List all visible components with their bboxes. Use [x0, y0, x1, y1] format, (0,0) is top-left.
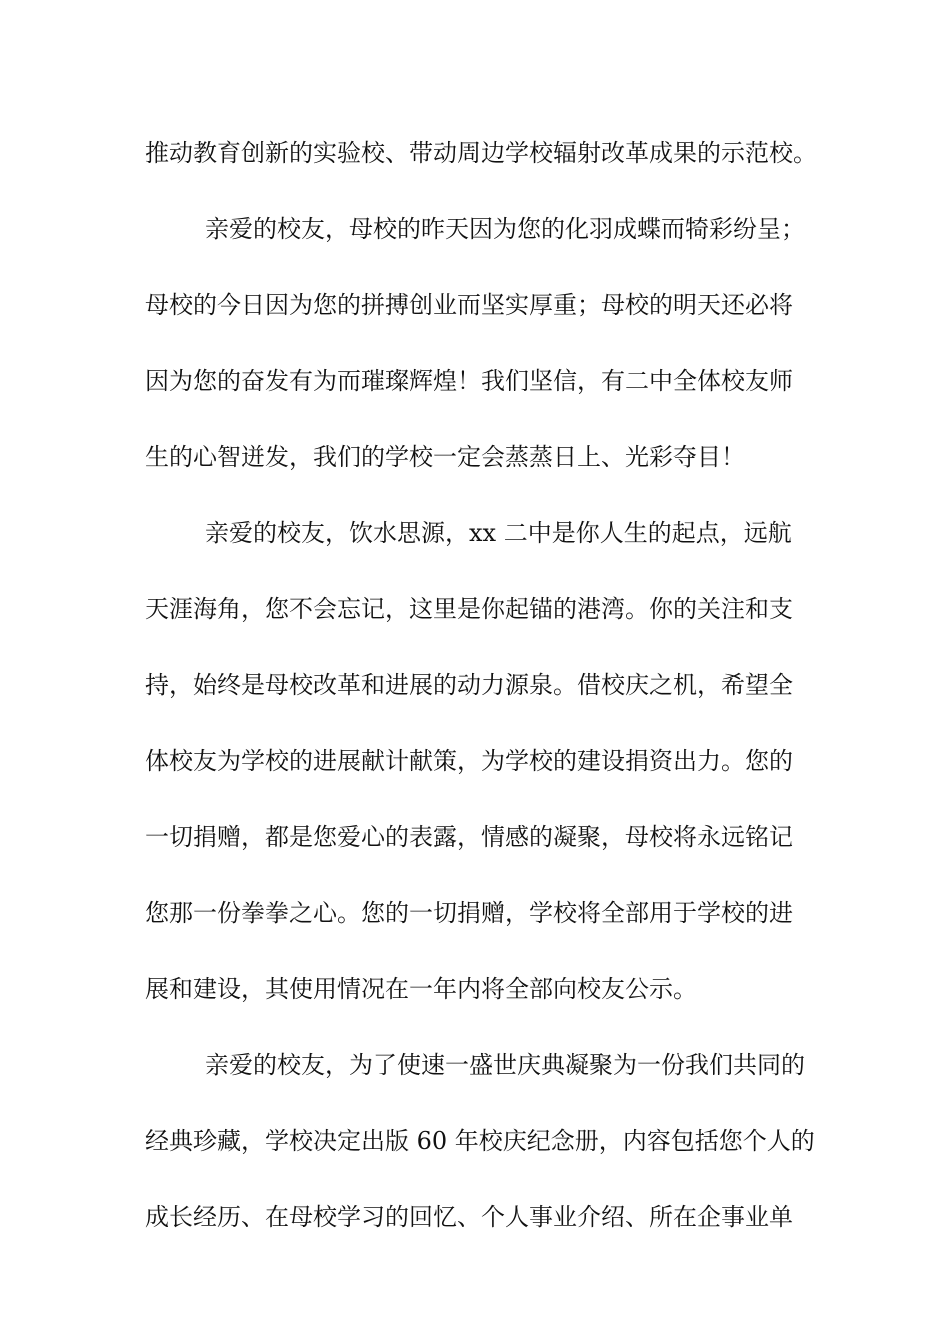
text-line-7: 天涯海角，您不会忘记，这里是你起锚的港湾。你的关注和支	[145, 595, 793, 623]
text-line-2: 亲爱的校友，母校的昨天因为您的化羽成蝶而犄彩纷呈；	[205, 215, 805, 243]
text-line-1: 推动教育创新的实验校、带动周边学校辐射改革成果的示范校。	[145, 139, 817, 167]
text-line-13: 亲爱的校友，为了使速一盛世庆典凝聚为一份我们共同的	[205, 1051, 805, 1079]
text-line-4: 因为您的奋发有为而璀璨辉煌！我们坚信，有二中全体校友师	[145, 367, 793, 395]
text-line-11: 您那一份拳拳之心。您的一切捐赠，学校将全部用于学校的进	[145, 899, 793, 927]
text-line-8: 持，始终是母校改革和进展的动力源泉。借校庆之机，希望全	[145, 671, 793, 699]
text-line-3: 母校的今日因为您的拼搏创业而坚实厚重；母校的明天还必将	[145, 291, 793, 319]
text-line-15: 成长经历、在母校学习的回忆、个人事业介绍、所在企事业单	[145, 1203, 793, 1231]
text-line-10: 一切捐赠，都是您爱心的表露，情感的凝聚，母校将永远铭记	[145, 823, 793, 851]
text-line-14: 经典珍藏，学校决定出版 60 年校庆纪念册，内容包括您个人的	[145, 1127, 815, 1155]
text-line-12: 展和建设，其使用情况在一年内将全部向校友公示。	[145, 975, 697, 1003]
text-line-9: 体校友为学校的进展献计献策，为学校的建设捐资出力。您的	[145, 747, 793, 775]
text-line-6: 亲爱的校友，饮水思源，xx 二中是你人生的起点，远航	[205, 519, 792, 547]
text-line-5: 生的心智迸发，我们的学校一定会蒸蒸日上、光彩夺目！	[145, 443, 745, 471]
